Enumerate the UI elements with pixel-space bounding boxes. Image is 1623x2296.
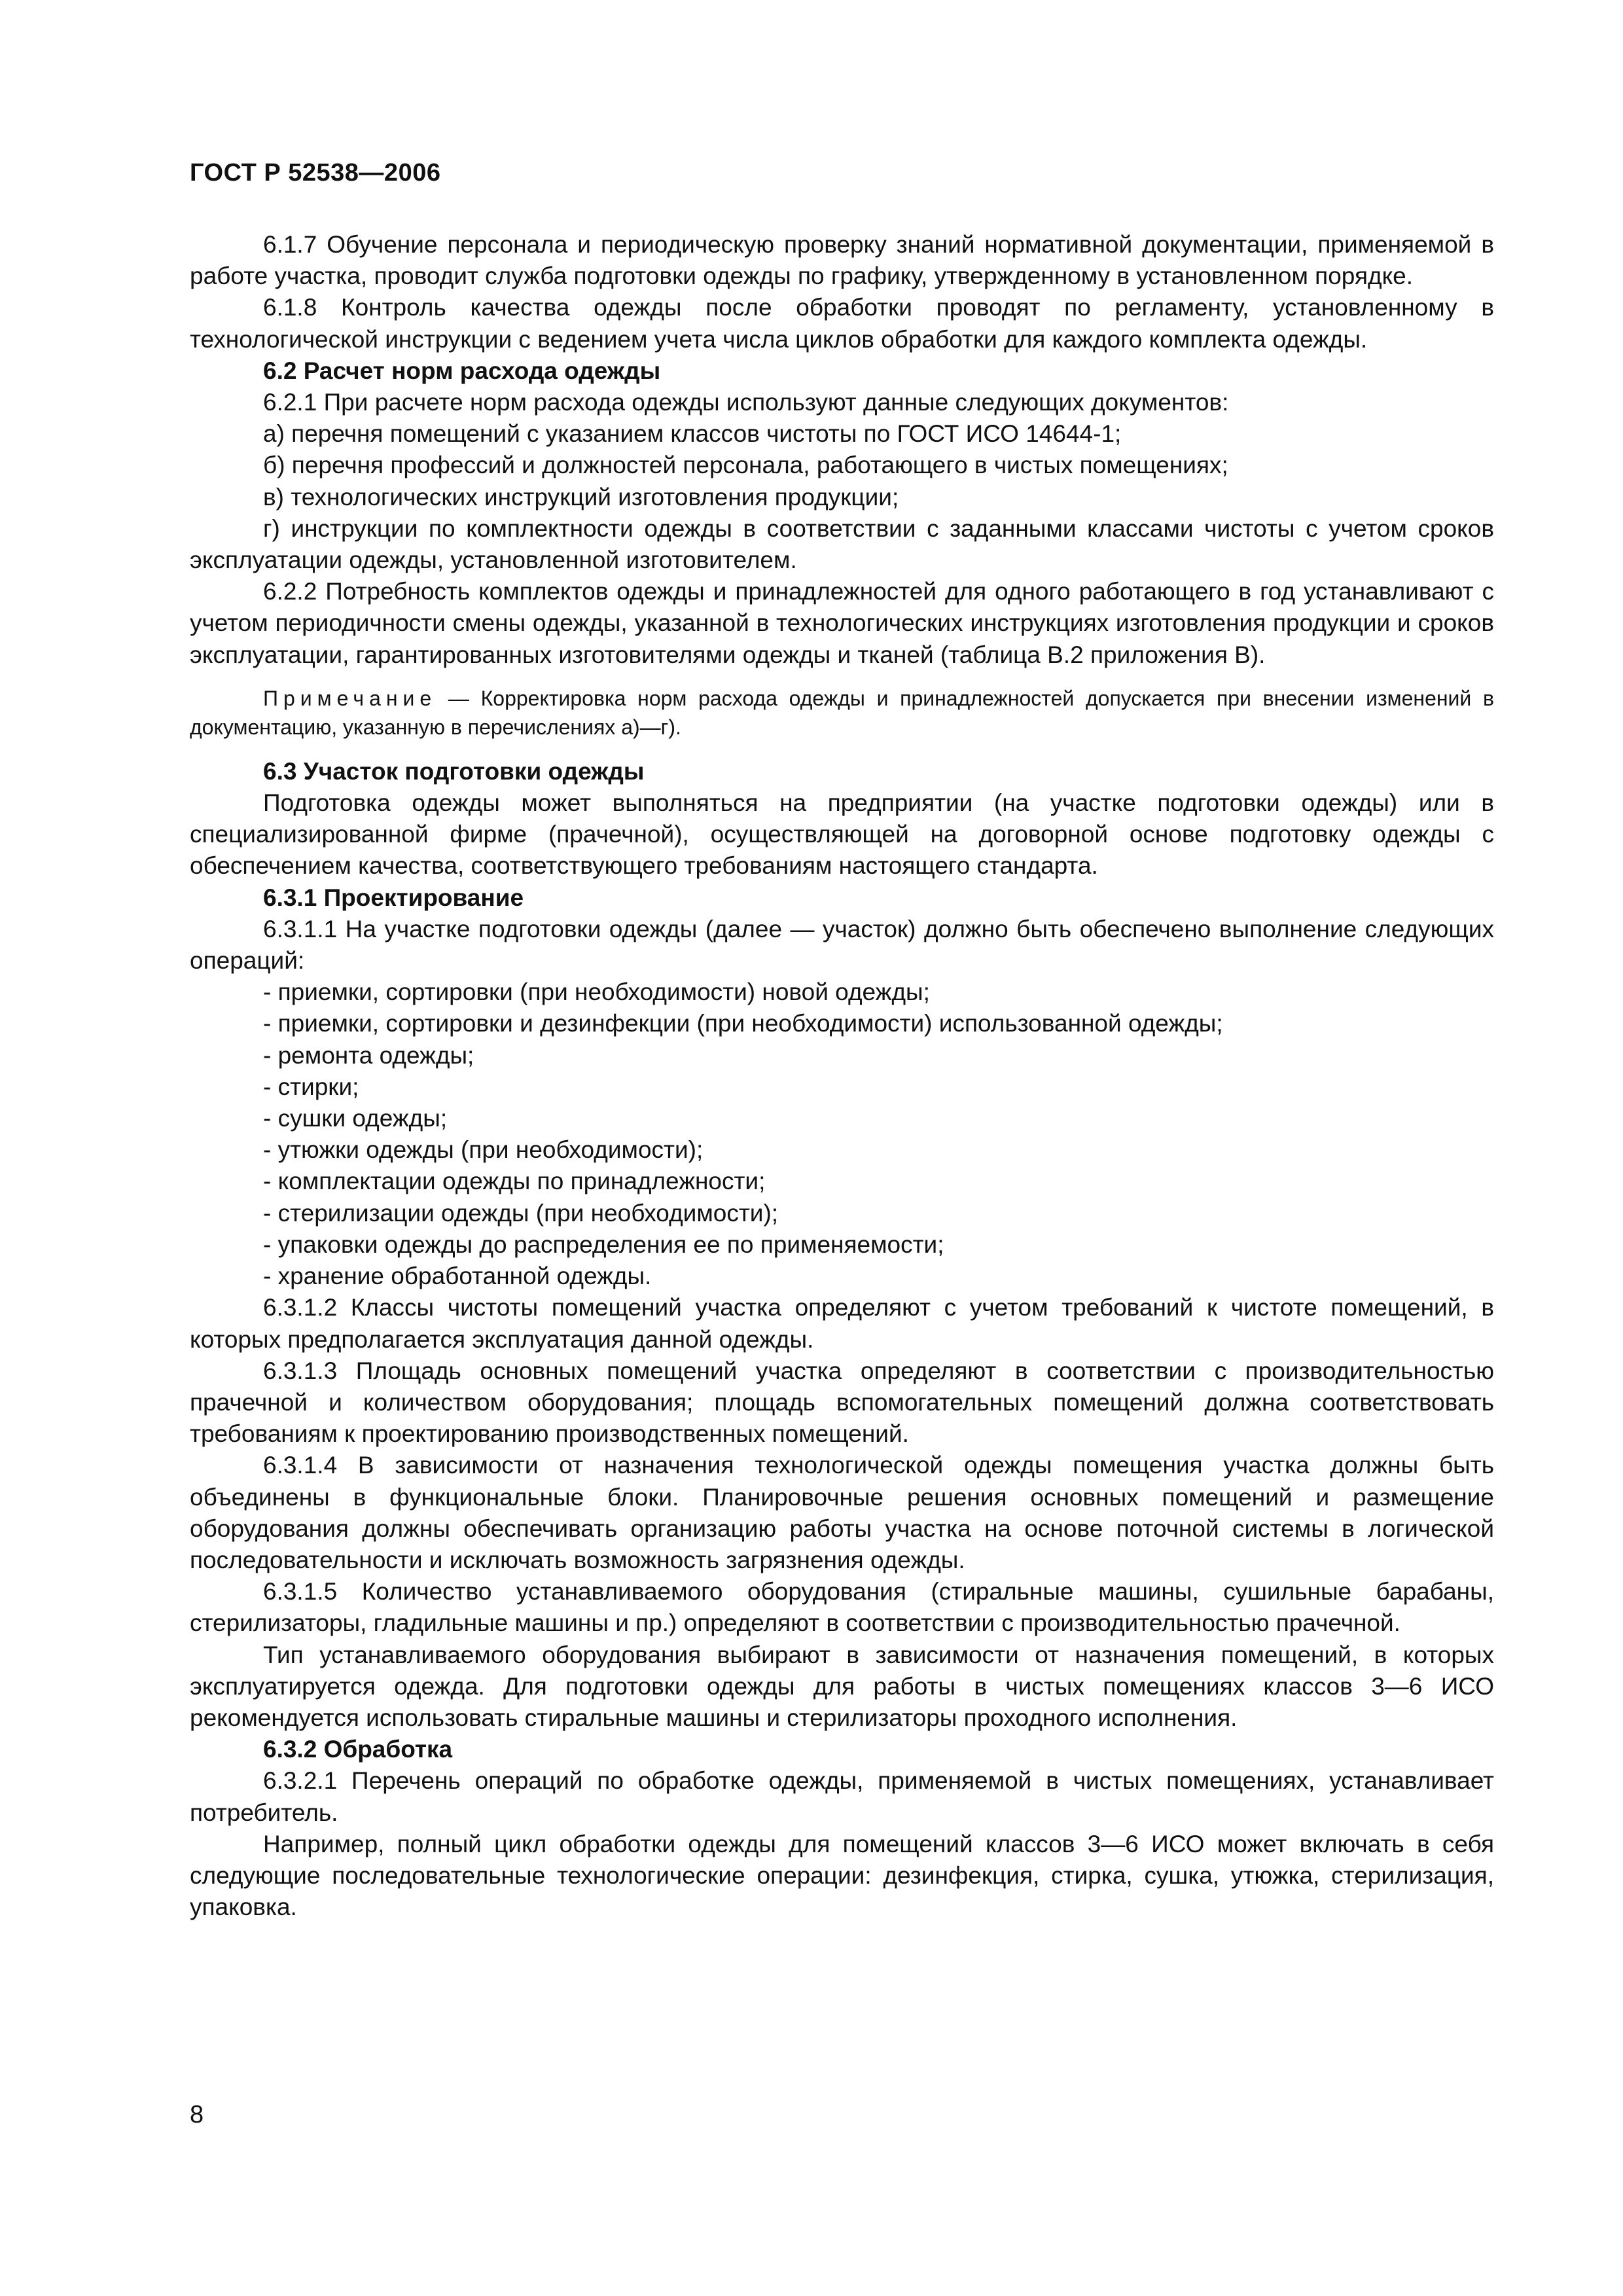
paragraph-6-3-1-2: 6.3.1.2 Классы чистоты помещений участка определяют с учетом требований к чистоте помещений, в которых предполагается эксплуатация данной одежды. [190,1294,1494,1353]
paragraph-6-2-2: 6.2.2 Потребность комплектов одежды и принадлежностей для одного работающего в год устанавливают с учетом периодичности смены одежды, указанной в технологических инструкциях изготовления продукции и сроков эксплуатации, гарантированных изготовителями одежды и тканей (таблица В.2 приложения В). [190,578,1494,668]
paragraph-6-3: Подготовка одежды может выполняться на предприятии (на участке подготовки одежды) или в специализированной фирме (прачечной), осуществляющей на договорной основе подготовку одежды с обеспечением качества, соответствующего требованиям настоящего стандарта. [190,789,1494,880]
operation-item: - приемки, сортировки (при необходимости) новой одежды; [263,978,930,1006]
paragraph-6-3-1-4: 6.3.1.4 В зависимости от назначения технологической одежды помещения участка должны быть объединены в функциональные блоки. Планировочные решения основных помещений и размещение оборудования должны обеспечивать организацию работы участка на основе поточной системы в логической последовательности и исключать возможность загрязнения одежды. [190,1452,1494,1573]
operation-item: - стерилизации одежды (при необходимости); [263,1199,779,1227]
paragraph-equipment-type: Тип устанавливаемого оборудования выбирают в зависимости от назначения помещений, в которых эксплуатируется одежда. Для подготовки одежды для работы в чистых помещениях классов 3—6 ИСО рекомендуется использовать стиральные машины и стерилизаторы проходного исполнения. [190,1641,1494,1731]
paragraph-6-2-1: 6.2.1 При расчете норм расхода одежды используют данные следующих документов: [263,389,1229,416]
list-item-b: б) перечня профессий и должностей персонала, работающего в чистых помещениях; [263,452,1228,479]
heading-6-3-2: 6.3.2 Обработка [263,1736,453,1763]
operation-item: - ремонта одежды; [263,1041,474,1069]
heading-6-3-1: 6.3.1 Проектирование [263,884,524,911]
paragraph-6-3-1-1: 6.3.1.1 На участке подготовки одежды (далее — участок) должно быть обеспечено выполнение следующих операций: [190,915,1494,975]
page-content [190,229,1494,1923]
operation-item: - приемки, сортировки и дезинфекции (при необходимости) использованной одежды; [263,1010,1223,1037]
list-item-g: г) инструкции по комплектности одежды в соответствии с заданными классами чистоты с учетом сроков эксплуатации одежды, установленной изготовителем. [190,514,1494,574]
paragraph-6-3-2-1: 6.3.2.1 Перечень операций по обработке одежды, применяемой в чистых помещениях, устанавливает потребитель. [190,1767,1494,1826]
list-item-a: а) перечня помещений с указанием классов чистоты по ГОСТ ИСО 14644-1; [263,420,1122,448]
page-number: 8 [190,2101,204,2128]
operation-item: - упаковки одежды до распределения ее по применяемости; [263,1230,944,1258]
operation-item: - утюжки одежды (при необходимости); [263,1136,704,1164]
operation-item: - стирки; [263,1073,359,1100]
note-text: — Корректировка норм расхода одежды и принадлежностей допускается при внесении изменений в документацию, указанную в перечислениях а)—г). [190,686,1494,739]
paragraph-6-3-1-3: 6.3.1.3 Площадь основных помещений участка определяют в соответствии с производительностью прачечной и количеством оборудования; площадь вспомогательных помещений должна соответствовать требованиям к проектированию производственных помещений. [190,1357,1494,1448]
operation-item: - комплектации одежды по принадлежности; [263,1168,766,1195]
operation-item: - хранение обработанной одежды. [263,1263,652,1290]
paragraph-6-1-8: 6.1.8 Контроль качества одежды после обработки проводят по регламенту, установленному в технологической инструкции с ведением учета числа циклов обработки для каждого комплекта одежды. [190,294,1494,353]
list-item-v: в) технологических инструкций изготовления продукции; [263,483,899,511]
paragraph-6-3-1-5: 6.3.1.5 Количество устанавливаемого оборудования (стиральные машины, сушильные барабаны, стерилизаторы, гладильные машины и пр.) определяют в соответствии с производительностью прачечной. [190,1578,1494,1637]
heading-6-2: 6.2 Расчет норм расхода одежды [263,357,661,384]
paragraph-6-1-7: 6.1.7 Обучение персонала и периодическую проверку знаний нормативной документации, применяемой в работе участка, проводит служба подготовки одежды по графику, утвержденному в установленном порядке. [190,231,1494,290]
note [190,684,1494,742]
document-header: ГОСТ Р 52538—2006 [190,159,441,187]
note-label: Примечание [263,686,437,710]
operation-item: - сушки одежды; [263,1105,448,1132]
paragraph-example-cycle: Например, полный цикл обработки одежды для помещений классов 3—6 ИСО может включать в себя следующие последовательные технологические операции: дезинфекция, стирка, сушка, утюжка, стерилизация, упаковка. [190,1830,1494,1921]
heading-6-3: 6.3 Участок подготовки одежды [263,757,645,785]
